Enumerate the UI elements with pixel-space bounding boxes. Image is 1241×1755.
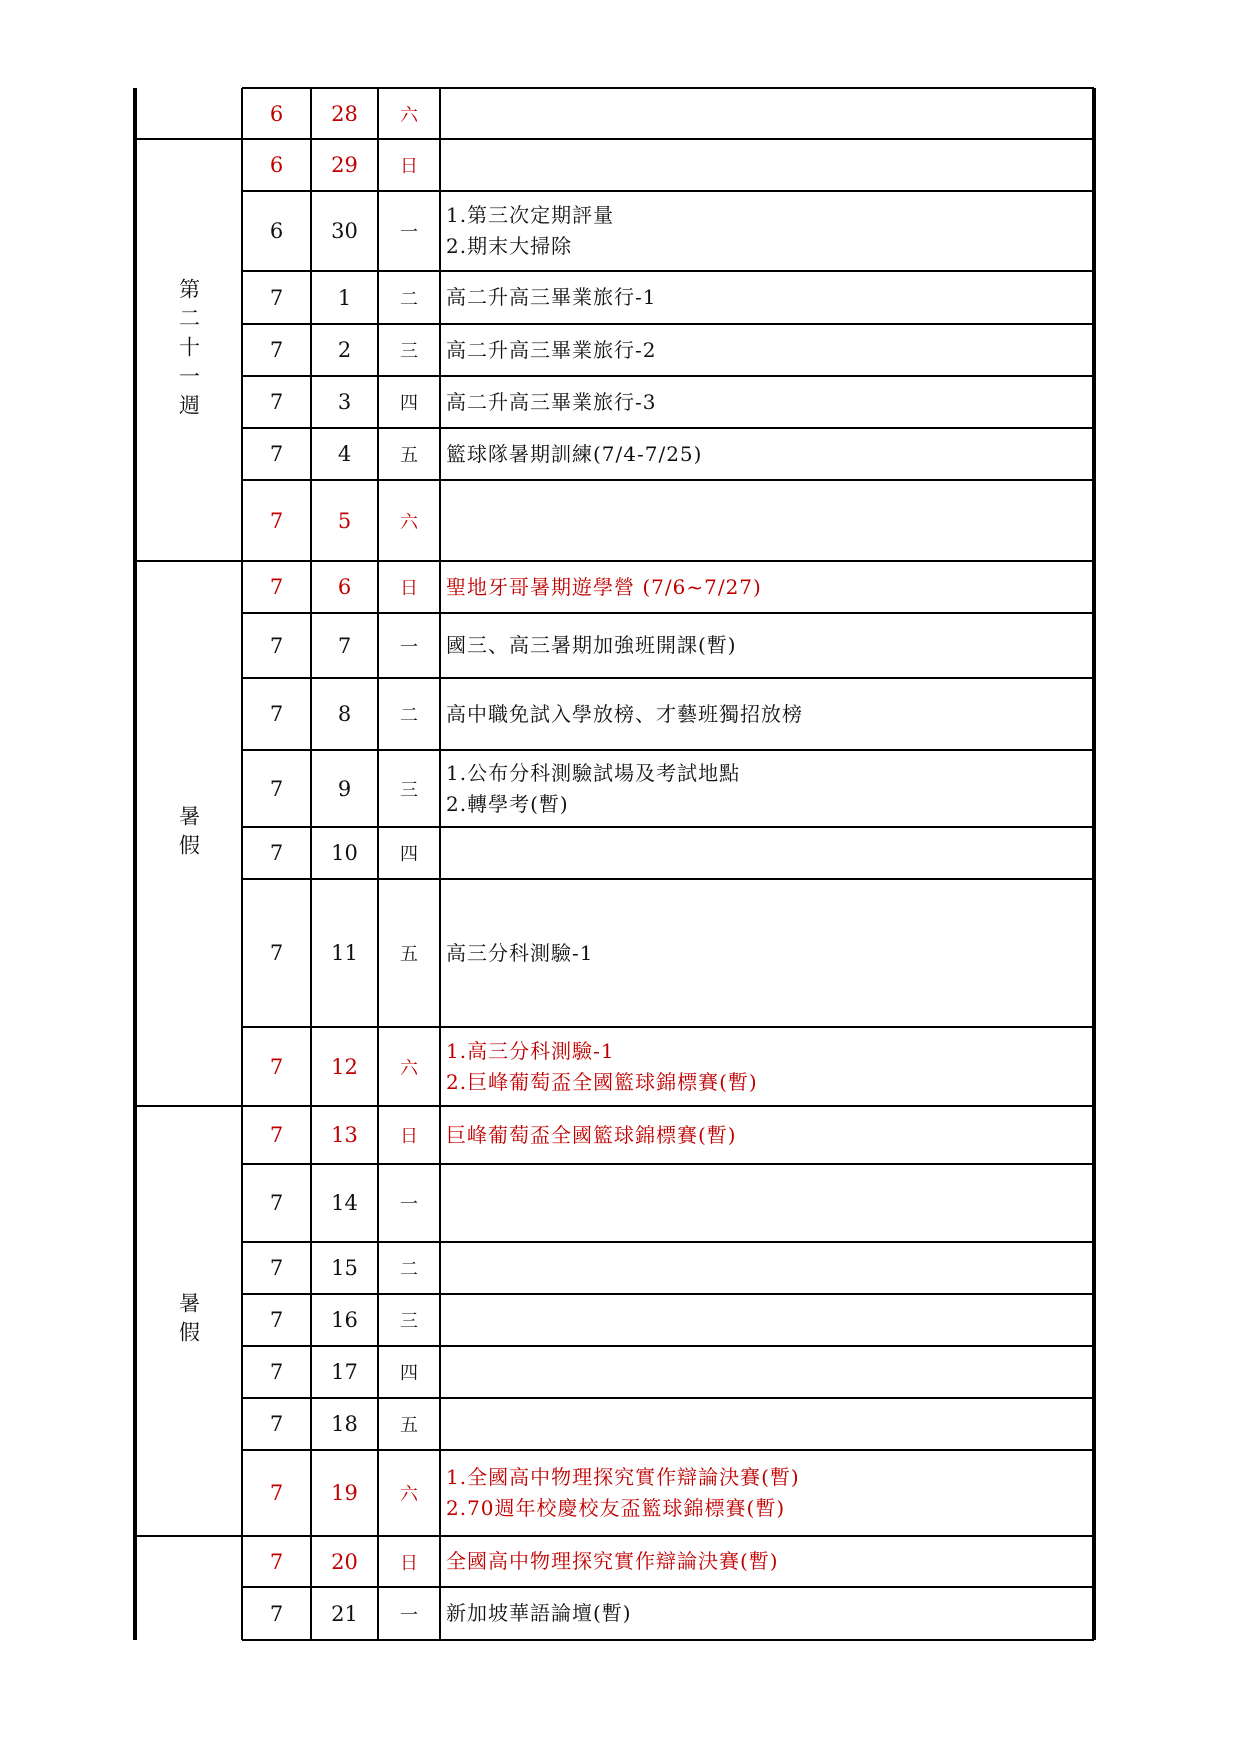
row-divider — [242, 1105, 1094, 1107]
day-cell: 17 — [331, 1360, 358, 1384]
row-divider — [242, 1345, 1094, 1347]
month-cell: 7 — [269, 1601, 284, 1626]
event-cell — [440, 613, 1094, 678]
month-cell: 7 — [269, 285, 284, 310]
weekday-cell: 日 — [400, 1126, 418, 1147]
row-divider — [242, 1026, 1094, 1028]
outer-border-right — [1092, 88, 1096, 1640]
day-cell: 29 — [331, 153, 358, 177]
weekday-cell: 日 — [400, 156, 418, 177]
row-divider — [242, 612, 1094, 614]
weekday-cell: 二 — [400, 1259, 418, 1280]
weekday-cell: 六 — [400, 1484, 418, 1505]
column-divider — [377, 88, 379, 1640]
event-cell — [440, 376, 1094, 428]
day-cell: 16 — [331, 1308, 358, 1332]
event-cell — [440, 1106, 1094, 1164]
week-cell — [135, 561, 242, 1106]
month-cell: 7 — [269, 508, 284, 533]
weekday-cell: 六 — [400, 1057, 418, 1079]
event-line: 高中職免試入學放榜、才藝班獨招放榜 — [446, 701, 803, 726]
month-cell: 7 — [269, 1360, 284, 1384]
week-divider — [135, 138, 242, 140]
row-divider — [242, 1535, 1094, 1537]
event-line: 高二升高三畢業旅行-1 — [446, 285, 657, 309]
day-cell: 4 — [337, 442, 352, 466]
month-cell: 7 — [269, 941, 284, 965]
day-cell: 15 — [331, 1256, 358, 1280]
event-line: 1.高三分科測驗-1 — [446, 1038, 615, 1063]
day-cell: 7 — [337, 633, 352, 658]
event-line: 2.期末大掃除 — [446, 234, 573, 258]
month-cell: 7 — [269, 1191, 284, 1215]
event-line: 2.70週年校慶校友盃籃球錦標賽(暫) — [446, 1496, 786, 1520]
weekday-cell: 一 — [400, 636, 418, 658]
event-line: 2.巨峰葡萄盃全國籃球錦標賽(暫) — [446, 1069, 758, 1094]
week-cell — [135, 139, 242, 561]
row-divider — [242, 749, 1094, 751]
month-cell: 7 — [269, 1308, 284, 1332]
event-cell — [440, 191, 1094, 271]
day-cell: 10 — [331, 841, 358, 865]
week-cell — [135, 1536, 242, 1640]
row-divider — [242, 479, 1094, 481]
column-divider — [310, 88, 312, 1640]
event-cell — [440, 827, 1094, 879]
event-cell — [440, 1294, 1094, 1346]
event-line: 巨峰葡萄盃全國籃球錦標賽(暫) — [446, 1122, 737, 1147]
row-divider — [242, 560, 1094, 562]
event-cell — [440, 1242, 1094, 1294]
row-divider — [242, 1586, 1094, 1588]
week-label: 暑假 — [176, 1292, 201, 1350]
weekday-cell: 三 — [400, 1311, 418, 1332]
month-cell: 7 — [269, 1054, 284, 1079]
event-cell — [440, 750, 1094, 827]
week-cell — [135, 88, 242, 139]
row-divider — [242, 1163, 1094, 1165]
week-cell — [135, 1106, 242, 1536]
month-cell: 7 — [269, 841, 284, 865]
event-cell — [440, 1164, 1094, 1242]
month-cell: 7 — [269, 1481, 284, 1505]
month-cell: 7 — [269, 575, 284, 599]
event-line: 2.轉學考(暫) — [446, 791, 569, 816]
event-line: 高三分科測驗-1 — [446, 940, 594, 965]
weekday-cell: 二 — [400, 705, 418, 726]
month-cell: 7 — [269, 1123, 284, 1147]
event-line: 1.全國高中物理探究實作辯論決賽(暫) — [446, 1465, 800, 1489]
week-label: 暑假 — [176, 804, 201, 863]
event-cell — [440, 271, 1094, 324]
week-divider — [135, 1535, 242, 1537]
weekday-cell: 三 — [400, 341, 418, 362]
day-cell: 12 — [331, 1054, 358, 1079]
month-cell: 6 — [269, 219, 284, 243]
day-cell: 14 — [331, 1191, 358, 1215]
weekday-cell: 三 — [400, 779, 418, 801]
day-cell: 5 — [337, 508, 352, 533]
month-cell: 7 — [269, 390, 284, 414]
row-divider — [242, 323, 1094, 325]
month-cell: 7 — [269, 633, 284, 658]
weekday-cell: 四 — [400, 844, 418, 865]
weekday-cell: 五 — [400, 944, 418, 965]
day-cell: 28 — [331, 101, 358, 126]
weekday-cell: 二 — [400, 288, 418, 310]
day-cell: 3 — [337, 390, 352, 414]
row-divider — [242, 1397, 1094, 1399]
weekday-cell: 一 — [400, 222, 418, 243]
row-divider — [242, 427, 1094, 429]
row-divider — [242, 190, 1094, 192]
week-divider — [135, 1105, 242, 1107]
event-line: 高二升高三畢業旅行-2 — [446, 337, 657, 362]
column-divider — [241, 88, 243, 1640]
month-cell: 7 — [269, 702, 284, 726]
event-cell — [440, 1587, 1094, 1640]
event-line: 聖地牙哥暑期遊學營 (7/6~7/27) — [446, 574, 762, 599]
month-cell: 7 — [269, 776, 284, 801]
event-cell — [440, 480, 1094, 561]
event-cell — [440, 324, 1094, 376]
weekday-cell: 六 — [400, 104, 418, 126]
outer-border-left — [133, 88, 137, 1640]
weekday-cell: 一 — [400, 1604, 418, 1626]
event-cell — [440, 1346, 1094, 1398]
event-line: 1.第三次定期評量 — [446, 203, 615, 227]
event-cell — [440, 139, 1094, 191]
event-cell — [440, 1450, 1094, 1536]
day-cell: 18 — [331, 1412, 358, 1436]
row-divider — [242, 375, 1094, 377]
weekday-cell: 六 — [400, 511, 418, 533]
row-divider — [242, 1639, 1094, 1641]
weekday-cell: 日 — [400, 1552, 418, 1574]
row-divider — [242, 826, 1094, 828]
event-line: 1.公布分科測驗試場及考試地點 — [446, 760, 741, 785]
event-line: 新加坡華語論壇(暫) — [446, 1601, 632, 1625]
weekday-cell: 五 — [400, 445, 418, 466]
month-cell: 7 — [269, 1549, 284, 1574]
event-cell — [440, 1536, 1094, 1587]
row-divider — [242, 138, 1094, 140]
weekday-cell: 日 — [400, 578, 418, 599]
event-line: 高二升高三畢業旅行-3 — [446, 389, 657, 414]
month-cell: 6 — [269, 101, 284, 126]
event-line: 國三、高三暑期加強班開課(暫) — [446, 633, 737, 657]
day-cell: 1 — [337, 285, 352, 310]
row-divider — [242, 1241, 1094, 1243]
event-cell — [440, 88, 1094, 139]
month-cell: 6 — [269, 153, 284, 177]
day-cell: 20 — [331, 1549, 358, 1574]
day-cell: 2 — [337, 338, 352, 362]
weekday-cell: 四 — [400, 393, 418, 414]
day-cell: 11 — [331, 941, 358, 965]
event-cell — [440, 1027, 1094, 1106]
day-cell: 9 — [337, 776, 352, 801]
month-cell: 7 — [269, 338, 284, 362]
day-cell: 13 — [331, 1123, 358, 1147]
row-divider — [242, 677, 1094, 679]
weekday-cell: 四 — [400, 1363, 418, 1384]
row-divider — [242, 1293, 1094, 1295]
day-cell: 21 — [331, 1601, 358, 1626]
event-cell — [440, 678, 1094, 750]
day-cell: 30 — [331, 219, 358, 243]
day-cell: 8 — [337, 702, 352, 726]
day-cell: 6 — [337, 575, 352, 599]
month-cell: 7 — [269, 442, 284, 466]
column-divider — [439, 88, 441, 1640]
event-line: 全國高中物理探究實作辯論決賽(暫) — [446, 1549, 779, 1573]
event-cell — [440, 1398, 1094, 1450]
row-divider — [242, 270, 1094, 272]
row-divider — [242, 87, 1094, 89]
row-divider — [242, 878, 1094, 880]
event-cell — [440, 879, 1094, 1027]
event-cell — [440, 428, 1094, 480]
week-label: 第二十一週 — [176, 277, 201, 423]
month-cell: 7 — [269, 1256, 284, 1280]
month-cell: 7 — [269, 1412, 284, 1436]
event-line: 籃球隊暑期訓練(7/4-7/25) — [446, 441, 703, 466]
row-divider — [242, 1449, 1094, 1451]
weekday-cell: 一 — [400, 1194, 418, 1215]
weekday-cell: 五 — [400, 1415, 418, 1436]
day-cell: 19 — [331, 1481, 358, 1505]
event-cell — [440, 561, 1094, 613]
week-divider — [135, 560, 242, 562]
